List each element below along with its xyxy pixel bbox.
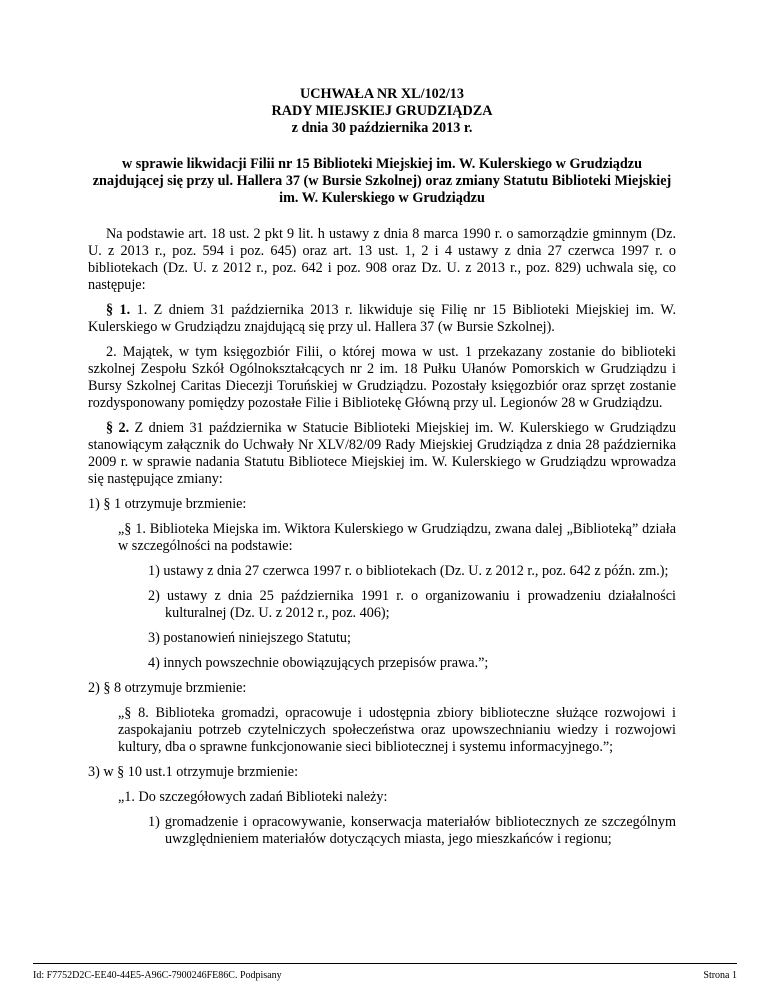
section-2-paragraph: [88, 420, 676, 488]
change-3-quote: „1. Do szczegółowych zadań Biblioteki należy:: [118, 789, 388, 805]
change-3: 3) w § 10 ust.1 otrzymuje brzmienie:: [88, 764, 299, 780]
change-2-quote: „§ 8. Biblioteka gromadzi, opracowuje i udostępnia zbiory biblioteczne służące rozwojowi i zaspokajaniu potrzeb czytelniczych społeczeństwa oraz upowszechnianiu wiedzy i rozwojowi kultury, dba o sprawne funkcjonowanie sieci bibliotecznej i systemu informacyjnego.”;: [118, 705, 676, 755]
section-1-paragraph-1: [88, 302, 676, 336]
section-2-mark: § 2.: [106, 420, 130, 436]
resolution-date: z dnia 30 października 2013 r.: [291, 120, 473, 136]
change-1-item: 2) ustawy z dnia 25 października 1991 r. o organizowaniu i prowadzeniu działalności kulturalnej (Dz. U. z 2012 r., poz. 406);: [148, 588, 676, 621]
section-1-mark: § 1.: [106, 302, 131, 318]
change-2: 2) § 8 otrzymuje brzmienie:: [88, 680, 247, 696]
resolution-subject: w sprawie likwidacji Filii nr 15 Biblioteki Miejskiej im. W. Kulerskiego w Grudziądzu znajdującej się przy ul. Hallera 37 (w Bursie Szkolnej) oraz zmiany Statutu Biblioteki Miejskiej im. W. Kulerskiego w Grudziądzu: [92, 156, 672, 206]
page-number: Strona 1: [703, 970, 737, 981]
section-1-text: 1. Z dniem 31 października 2013 r. likwiduje się Filię nr 15 Biblioteki Miejskiej im. W. Kulerskiego w Grudziądzu znajdującą się przy ul. Hallera 37 (w Bursie Szkolnej).: [88, 302, 676, 335]
document-id: Id: F7752D2C-EE40-44E5-A96C-7900246FE86C. Podpisany: [33, 970, 282, 981]
change-1-quote: „§ 1. Biblioteka Miejska im. Wiktora Kulerskiego w Grudziądzu, zwana dalej „Biblioteką” działa w szczególności na podstawie:: [118, 521, 676, 554]
council-name: RADY MIEJSKIEJ GRUDZIĄDZA: [271, 103, 493, 119]
change-3-item: 1) gromadzenie i opracowywanie, konserwacja materiałów bibliotecznych ze szczególnym uwzględnieniem materiałów dotyczących miasta, jego mieszkańców i regionu;: [148, 814, 676, 847]
page-footer: [33, 963, 737, 982]
section-1-paragraph-2: 2. Majątek, w tym księgozbiór Filii, o której mowa w ust. 1 przekazany zostanie do biblioteki szkolnej Zespołu Szkół Ogólnokształcących nr 2 im. 18 Pułku Ułanów Pomorskich w Grudziądzu i Bursy Szkolnej Caritas Diecezji Toruńskiej w Grudziądzu. Pozostały księgozbiór oraz sprzęt zostanie rozdysponowany pomiędzy pozostałe Filie i Bibliotekę Główną przy ul. Legionów 28 w Grudziądzu.: [88, 344, 676, 411]
change-1: 1) § 1 otrzymuje brzmienie:: [88, 496, 247, 512]
change-1-item: 1) ustawy z dnia 27 czerwca 1997 r. o bibliotekach (Dz. U. z 2012 r., poz. 642 z późn. zm.);: [148, 563, 669, 579]
section-2-text: Z dniem 31 października w Statucie Biblioteki Miejskiej im. W. Kulerskiego w Grudziądzu stanowiącym załącznik do Uchwały Nr XLV/82/09 Rady Miejskiej Grudziądza z dnia 28 października 2009 r. w sprawie nadania Statutu Bibliotece Miejskiej im. W. Kulerskiego w Grudziądzu wprowadza się następujące zmiany:: [88, 420, 677, 487]
change-1-item: 4) innych powszechnie obowiązujących przepisów prawa.”;: [148, 655, 489, 671]
change-1-item: 3) postanowień niniejszego Statutu;: [148, 630, 351, 646]
legal-basis-paragraph: Na podstawie art. 18 ust. 2 pkt 9 lit. h ustawy z dnia 8 marca 1990 r. o samorządzie gminnym (Dz. U. z 2013 r., poz. 594 i poz. 645) oraz art. 13 ust. 1, 2 i 4 ustawy z dnia 27 czerwca 1997 r. o bibliotekach (Dz. U. z 2012 r., poz. 642 i poz. 908 oraz Dz. U. z 2013 r., poz. 829) uchwala się, co następuje:: [88, 226, 676, 293]
document-page: [88, 86, 676, 848]
resolution-number: UCHWAŁA NR XL/102/13: [300, 86, 464, 102]
